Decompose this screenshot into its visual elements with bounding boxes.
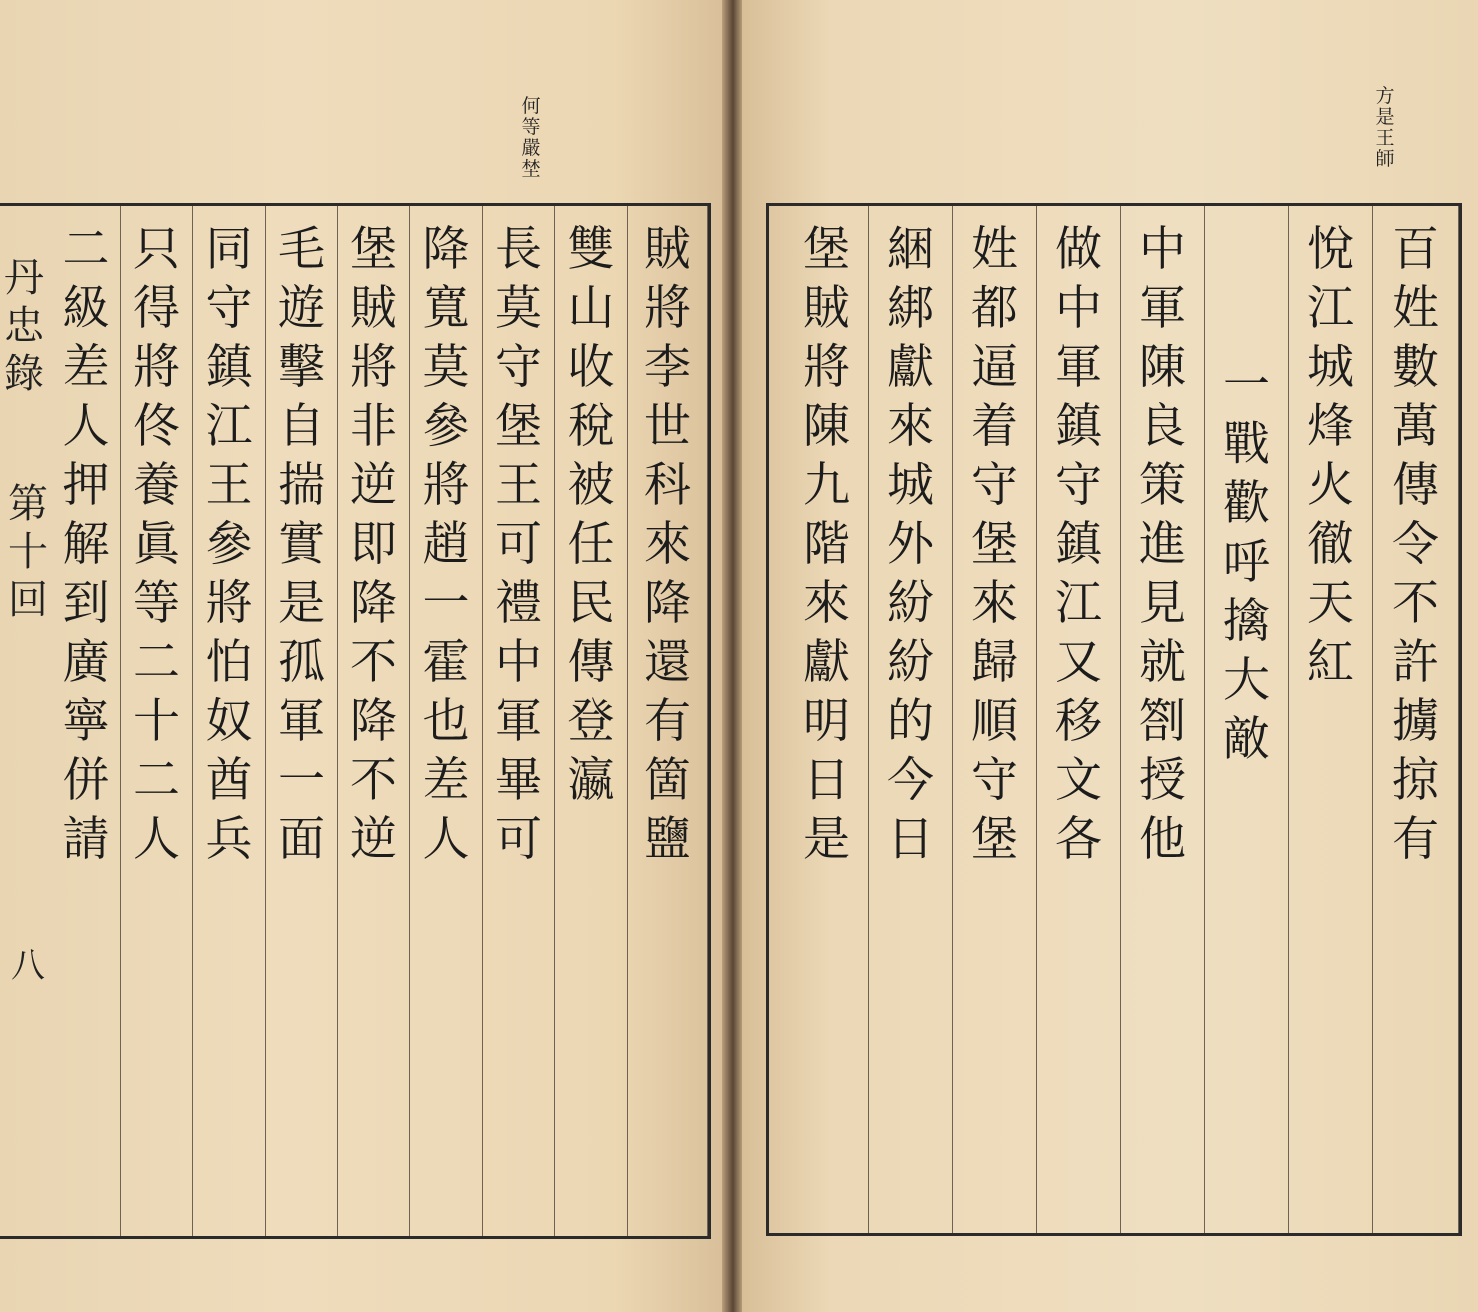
glyph: 將 (803, 340, 850, 395)
glyph: 令 (1392, 517, 1439, 572)
glyph: 二 (133, 635, 180, 690)
glyph: 可 (495, 517, 542, 572)
glyph: 怕 (205, 635, 253, 690)
glyph: 做 (1055, 222, 1102, 277)
glyph: 綑 (887, 222, 934, 277)
glyph: 數 (1392, 340, 1439, 395)
left-header-note (516, 96, 546, 180)
glyph: 不 (350, 635, 397, 690)
glyph: 不 (1392, 576, 1439, 631)
glyph: 差 (422, 753, 470, 808)
glyph: 將 (133, 340, 180, 395)
glyph: 城 (887, 458, 934, 513)
text-column (193, 206, 266, 1236)
glyph: 九 (803, 458, 850, 513)
glyph: 大 (1223, 653, 1270, 708)
glyph: 逆 (350, 458, 397, 513)
glyph: 解 (62, 517, 110, 572)
glyph: 是 (1375, 106, 1395, 128)
glyph: 綁 (887, 281, 934, 336)
glyph: 堡 (971, 517, 1018, 572)
text-column (121, 206, 193, 1236)
glyph: 中 (1055, 281, 1102, 336)
glyph: 寬 (422, 281, 470, 336)
glyph: 自 (278, 399, 325, 454)
glyph: 到 (62, 576, 110, 631)
glyph: 守 (971, 458, 1018, 513)
glyph: 外 (887, 517, 934, 572)
glyph: 賊 (350, 281, 397, 336)
glyph: 即 (350, 517, 397, 572)
glyph: 禮 (495, 576, 542, 631)
glyph: 良 (1139, 399, 1186, 454)
glyph: 擊 (278, 340, 325, 395)
glyph: 十 (8, 529, 48, 575)
glyph: 見 (1139, 576, 1186, 631)
glyph: 寧 (62, 694, 110, 749)
glyph: 可 (495, 812, 542, 867)
glyph: 來 (803, 576, 850, 631)
glyph: 軍 (1139, 281, 1186, 336)
glyph: 埜 (521, 158, 541, 180)
glyph: 佟 (133, 399, 180, 454)
glyph: 就 (1139, 635, 1186, 690)
glyph: 遊 (278, 281, 325, 336)
glyph: 畢 (495, 753, 542, 808)
glyph: 呼 (1223, 535, 1270, 590)
glyph: 不 (350, 753, 397, 808)
text-column (555, 206, 628, 1236)
glyph: 人 (133, 812, 180, 867)
glyph: 八 (11, 946, 45, 986)
glyph: 差 (62, 340, 110, 395)
glyph: 敵 (1223, 712, 1270, 767)
glyph: 悅 (1307, 222, 1354, 277)
glyph: 順 (971, 694, 1018, 749)
glyph: 中 (495, 635, 542, 690)
glyph: 第 (8, 481, 48, 527)
glyph: 堡 (350, 222, 397, 277)
glyph: 兵 (205, 812, 253, 867)
glyph: 面 (278, 812, 325, 867)
glyph: 併 (62, 753, 110, 808)
glyph: 江 (1307, 281, 1354, 336)
glyph: 廣 (62, 635, 110, 690)
glyph: 來 (887, 399, 934, 454)
glyph: 揣 (278, 458, 325, 513)
glyph: 降 (422, 222, 470, 277)
glyph: 山 (567, 281, 615, 336)
glyph: 萬 (1392, 399, 1439, 454)
glyph: 逆 (350, 812, 397, 867)
glyph: 王 (495, 458, 542, 513)
glyph: 奴 (205, 694, 253, 749)
glyph: 二 (62, 222, 110, 277)
glyph: 箇 (644, 753, 691, 808)
glyph: 陳 (1139, 340, 1186, 395)
text-column (483, 206, 555, 1236)
text-column (1373, 206, 1459, 1233)
glyph: 中 (1139, 222, 1186, 277)
glyph: 百 (1392, 222, 1439, 277)
glyph: 掠 (1392, 753, 1439, 808)
glyph: 烽 (1307, 399, 1354, 454)
glyph: 來 (644, 517, 691, 572)
glyph: 火 (1307, 458, 1354, 513)
text-column (1289, 206, 1373, 1233)
glyph: 養 (133, 458, 180, 513)
glyph: 嚴 (521, 137, 541, 159)
book-gutter (722, 0, 742, 1312)
glyph: 丹 (4, 255, 44, 301)
glyph: 十 (133, 694, 180, 749)
glyph: 軍 (1055, 340, 1102, 395)
glyph: 被 (567, 458, 615, 513)
glyph: 將 (350, 340, 397, 395)
glyph: 降 (644, 576, 691, 631)
glyph: 降 (350, 576, 397, 631)
glyph: 等 (521, 116, 541, 138)
glyph: 江 (1055, 576, 1102, 631)
text-column (410, 206, 483, 1236)
glyph: 守 (971, 753, 1018, 808)
glyph: 鹽 (644, 812, 691, 867)
glyph: 許 (1392, 635, 1439, 690)
glyph: 授 (1139, 753, 1186, 808)
glyph: 一 (1223, 358, 1270, 413)
glyph: 非 (350, 399, 397, 454)
glyph: 劄 (1139, 694, 1186, 749)
glyph: 也 (422, 694, 470, 749)
glyph: 戰 (1223, 417, 1270, 472)
glyph: 是 (803, 812, 850, 867)
glyph: 回 (8, 577, 48, 623)
glyph: 只 (133, 222, 180, 277)
glyph: 進 (1139, 517, 1186, 572)
text-column (869, 206, 953, 1233)
glyph: 軍 (278, 694, 325, 749)
glyph: 孤 (278, 635, 325, 690)
glyph: 姓 (1392, 281, 1439, 336)
glyph: 堡 (803, 222, 850, 277)
glyph: 二 (133, 753, 180, 808)
glyph: 科 (644, 458, 691, 513)
left-page (0, 0, 722, 1312)
glyph: 等 (133, 576, 180, 631)
glyph: 傳 (567, 635, 615, 690)
glyph: 王 (205, 458, 253, 513)
right-text-frame (766, 203, 1462, 1236)
glyph: 眞 (133, 517, 180, 572)
glyph: 將 (205, 576, 253, 631)
glyph: 押 (62, 458, 110, 513)
glyph: 忠 (4, 303, 44, 349)
glyph: 文 (1055, 753, 1102, 808)
glyph: 有 (644, 694, 691, 749)
right-page (742, 0, 1478, 1312)
glyph: 任 (567, 517, 615, 572)
glyph: 策 (1139, 458, 1186, 513)
glyph: 天 (1307, 576, 1354, 631)
glyph: 一 (278, 753, 325, 808)
glyph: 他 (1139, 812, 1186, 867)
glyph: 來 (971, 576, 1018, 631)
glyph: 實 (278, 517, 325, 572)
glyph: 雙 (567, 222, 615, 277)
glyph: 着 (971, 399, 1018, 454)
glyph: 城 (1307, 340, 1354, 395)
glyph: 莫 (495, 281, 542, 336)
glyph: 有 (1392, 812, 1439, 867)
glyph: 錄 (4, 351, 44, 397)
glyph: 方 (1375, 85, 1395, 107)
glyph: 逼 (971, 340, 1018, 395)
text-column (266, 206, 338, 1236)
glyph: 擄 (1392, 694, 1439, 749)
glyph: 登 (567, 694, 615, 749)
glyph: 賊 (644, 222, 691, 277)
glyph: 師 (1375, 148, 1395, 170)
glyph: 世 (644, 399, 691, 454)
glyph: 參 (205, 517, 253, 572)
glyph: 人 (422, 812, 470, 867)
glyph: 賊 (803, 281, 850, 336)
glyph: 何 (521, 95, 541, 117)
glyph: 同 (205, 222, 253, 277)
glyph: 今 (887, 753, 934, 808)
glyph: 階 (803, 517, 850, 572)
left-text-frame (0, 203, 711, 1239)
glyph: 是 (278, 576, 325, 631)
glyph: 參 (422, 399, 470, 454)
glyph: 得 (133, 281, 180, 336)
glyph: 堡 (495, 399, 542, 454)
text-column (953, 206, 1037, 1233)
glyph: 毛 (278, 222, 325, 277)
glyph: 稅 (567, 399, 615, 454)
glyph: 都 (971, 281, 1018, 336)
glyph: 收 (567, 340, 615, 395)
glyph: 人 (62, 399, 110, 454)
glyph: 請 (62, 812, 110, 867)
glyph: 瀛 (567, 753, 615, 808)
glyph: 紅 (1307, 635, 1354, 690)
glyph: 各 (1055, 812, 1102, 867)
glyph: 歡 (1223, 476, 1270, 531)
glyph: 日 (887, 812, 934, 867)
glyph: 鎮 (205, 340, 253, 395)
glyph: 移 (1055, 694, 1102, 749)
glyph: 軍 (495, 694, 542, 749)
glyph: 堡 (971, 812, 1018, 867)
text-column (785, 206, 869, 1233)
glyph: 徹 (1307, 517, 1354, 572)
glyph: 又 (1055, 635, 1102, 690)
glyph: 日 (803, 753, 850, 808)
glyph: 守 (495, 340, 542, 395)
glyph: 鎮 (1055, 399, 1102, 454)
glyph: 守 (1055, 458, 1102, 513)
text-column (1121, 206, 1205, 1233)
text-column (1037, 206, 1121, 1233)
glyph: 紛 (887, 576, 934, 631)
glyph: 降 (350, 694, 397, 749)
glyph: 傳 (1392, 458, 1439, 513)
glyph: 守 (205, 281, 253, 336)
glyph: 姓 (971, 222, 1018, 277)
text-column (338, 206, 410, 1236)
glyph: 民 (567, 576, 615, 631)
text-column (1205, 206, 1289, 1233)
glyph: 將 (644, 281, 691, 336)
glyph: 級 (62, 281, 110, 336)
glyph: 王 (1375, 127, 1395, 149)
glyph: 獻 (803, 635, 850, 690)
glyph: 江 (205, 399, 253, 454)
glyph: 獻 (887, 340, 934, 395)
glyph: 酋 (205, 753, 253, 808)
glyph: 歸 (971, 635, 1018, 690)
glyph: 還 (644, 635, 691, 690)
glyph: 陳 (803, 399, 850, 454)
glyph: 李 (644, 340, 691, 395)
glyph: 紛 (887, 635, 934, 690)
text-column (628, 206, 708, 1236)
glyph: 長 (495, 222, 542, 277)
glyph: 趙 (422, 517, 470, 572)
glyph: 的 (887, 694, 934, 749)
glyph: 鎮 (1055, 517, 1102, 572)
text-column (52, 206, 121, 1236)
glyph: 擒 (1223, 594, 1270, 649)
right-header-note (1370, 86, 1400, 170)
glyph: 將 (422, 458, 470, 513)
glyph: 一 (422, 576, 470, 631)
glyph: 莫 (422, 340, 470, 395)
glyph: 霍 (422, 635, 470, 690)
glyph: 明 (803, 694, 850, 749)
